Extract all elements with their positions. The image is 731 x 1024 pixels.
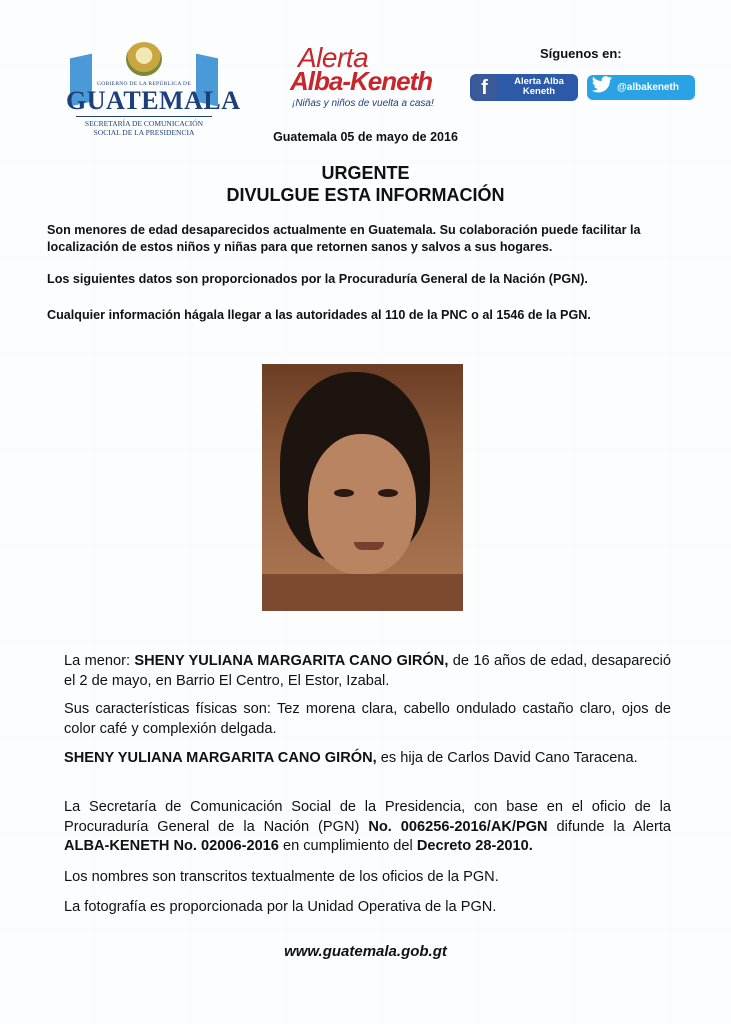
alba-keneth-logo [288, 42, 440, 114]
decree-reference: Decreto 28-2010. [416, 838, 533, 854]
details-paragraph-4: La Secretaría de Comunicación Social de la Presidencia, con base en el oficio de la Procuraduría General de la Nación (PGN) No. 006256-2016/AK/PGN difunde la Alerta ALBA-KENETH No. 02006-2016 en cumplimiento del Decreto 28-2010. [64, 799, 671, 854]
twitter-link[interactable] [587, 75, 695, 100]
details-paragraph-1: La menor: SHENY YULIANA MARGARITA CANO GIRÓN, de 16 años de edad, desapareció el 2 de mayo, en Barrio El Centro, El Estor, Izabal. [64, 653, 672, 689]
urgent-heading [0, 162, 731, 206]
details-paragraph-5: Los nombres son transcritos textualmente de los oficios de la PGN. [64, 869, 499, 885]
government-logo [66, 40, 241, 140]
alert-logo-tagline: ¡Niñas y niños de vuelta a casa! [292, 98, 434, 109]
missing-person-name: SHENY YULIANA MARGARITA CANO GIRÓN, [134, 653, 449, 669]
gov-logo-line2: GUATEMALA [66, 86, 241, 115]
urgent-line1: URGENTE [321, 163, 410, 183]
missing-person-name-repeat: SHENY YULIANA MARGARITA CANO GIRÓN, [64, 750, 377, 766]
missing-person-photo [262, 364, 463, 611]
coat-of-arms-icon [126, 42, 162, 76]
details-paragraph-2: Sus características físicas son: Tez morena clara, cabello ondulado castaño claro, ojos de color café y complexión delgada. [64, 701, 671, 737]
intro-paragraph-2: Los siguientes datos son proporcionados por la Procuraduría General de la Nación (PGN). [47, 272, 588, 286]
details-paragraph-6: La fotografía es proporcionada por la Unidad Operativa de la PGN. [64, 899, 497, 915]
intro-paragraph-1: Son menores de edad desaparecidos actualmente en Guatemala. Su colaboración puede facilitar la localización de estos niños y niñas para que retornen sanos y salvos a sus hogares. [47, 223, 641, 254]
facebook-icon: f [472, 75, 497, 100]
gov-logo-line3: SECRETARÍA DE COMUNICACIÓN [84, 119, 204, 128]
alert-number: ALBA-KENETH No. 02006-2016 [64, 838, 279, 854]
social-title: Síguenos en: [540, 46, 622, 61]
gov-logo-line1: GOBIERNO DE LA REPÚBLICA DE [97, 81, 191, 87]
intro-paragraph-3: Cualquier información hágala llegar a las autoridades al 110 de la PNC o al 1546 de la PGN. [47, 308, 591, 322]
alert-logo-line2: Alba-Keneth [290, 66, 433, 96]
twitter-label: @albakeneth [617, 82, 679, 93]
twitter-icon [589, 75, 615, 100]
gov-logo-line4: SOCIAL DE LA PRESIDENCIA [93, 128, 195, 137]
facebook-link[interactable] [470, 74, 578, 101]
official-letter-number: No. 006256-2016/AK/PGN [368, 818, 548, 835]
alert-logo-line1: Alerta [298, 42, 369, 73]
urgent-line2: DIVULGUE ESTA INFORMACIÓN [226, 185, 505, 205]
details-paragraph-3: SHENY YULIANA MARGARITA CANO GIRÓN, es hija de Carlos David Cano Taracena. [64, 750, 638, 766]
gov-logo-divider [76, 116, 212, 117]
footer-website-link[interactable]: www.guatemala.gob.gt [284, 943, 447, 960]
bulletin-date: Guatemala 05 de mayo de 2016 [273, 130, 458, 144]
facebook-label: Alerta Alba Keneth [514, 76, 564, 97]
